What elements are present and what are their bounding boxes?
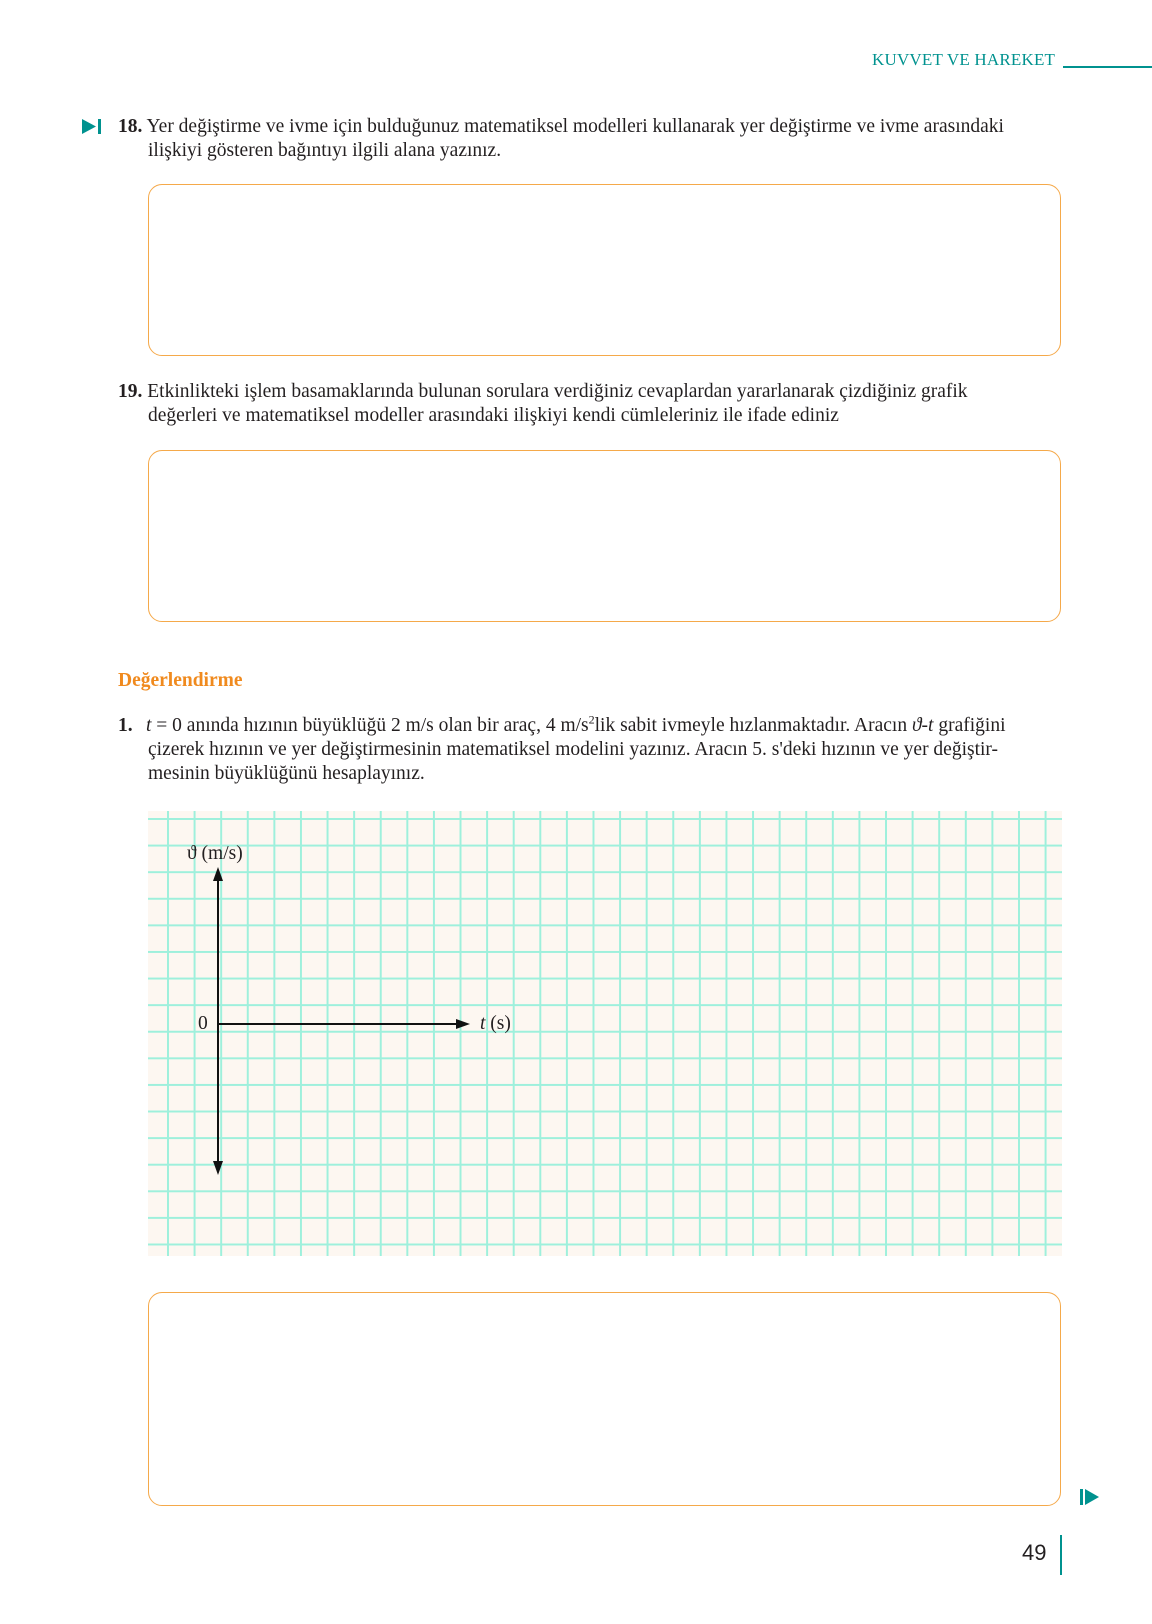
answer-box-eval-1[interactable]: [148, 1292, 1061, 1506]
y-axis-label: ϑ (m/s): [187, 843, 243, 864]
origin-label: 0: [198, 1013, 208, 1034]
question-text: grafiğini: [933, 715, 1006, 736]
question-text: = 0 anında hızının büyüklüğü 2 m/s olan bir araç, 4 m/s: [151, 715, 589, 736]
eval-q1-line-2: çizerek hızının ve yer değiştirmesinin matematiksel modelini yazınız. Aracın 5. s'deki hızının ve yer değiştir-: [148, 739, 999, 760]
question-number: 18.: [118, 116, 143, 137]
page-number: 49: [1022, 1540, 1047, 1565]
question-text: Etkinlikteki işlem basamaklarında bulunan sorulara verdiğiniz cevaplardan yararlanarak çizdiğiniz grafik: [147, 381, 968, 402]
question-19-line-2: değerleri ve matematiksel modeller arasındaki ilişkiyi kendi cümleleriniz ile ifade ediniz: [148, 405, 839, 426]
header-rule: [1063, 66, 1152, 68]
question-text: Yer değiştirme ve ivme için bulduğunuz matematiksel modelleri kullanarak yer değiştirme ve ivme arasındaki: [146, 116, 1004, 137]
section-title-evaluation: Değerlendirme: [118, 670, 243, 691]
eval-q1-line-3: mesinin büyüklüğünü hesaplayınız.: [148, 763, 425, 784]
chapter-title: KUVVET VE HAREKET: [872, 50, 1056, 69]
question-18-line-1: [118, 115, 1004, 139]
variable-t: t: [146, 715, 152, 736]
superscript: 2: [588, 712, 595, 727]
question-text: lik sabit ivmeyle hızlanmaktadır. Aracın: [594, 715, 912, 736]
question-number: 19.: [118, 381, 143, 402]
x-axis-variable: t: [480, 1013, 486, 1034]
next-page-icon[interactable]: [1080, 1488, 1100, 1506]
arrow-right-icon: [456, 1019, 470, 1029]
question-number: 1.: [118, 715, 133, 736]
eval-q1-line-1: [118, 714, 1006, 738]
x-axis-unit: (s): [485, 1013, 511, 1034]
x-axis-label: [480, 1013, 511, 1035]
question-19: [118, 380, 968, 428]
play-marker-icon: [82, 118, 102, 135]
answer-box-19[interactable]: [148, 450, 1061, 622]
graph-name: ϑ-t: [911, 715, 934, 736]
page-number-bar: [1060, 1535, 1062, 1575]
answer-box-18[interactable]: [148, 184, 1061, 356]
question-19-line-1: [118, 380, 968, 404]
evaluation-question-1: [118, 714, 1006, 786]
arrow-down-icon: [213, 1161, 223, 1175]
question-18-line-2: ilişkiyi gösteren bağıntıyı ilgili alana yazınız.: [148, 140, 502, 161]
arrow-up-icon: [213, 867, 223, 881]
velocity-time-axes: [148, 811, 1062, 1256]
question-18: [118, 115, 1004, 163]
